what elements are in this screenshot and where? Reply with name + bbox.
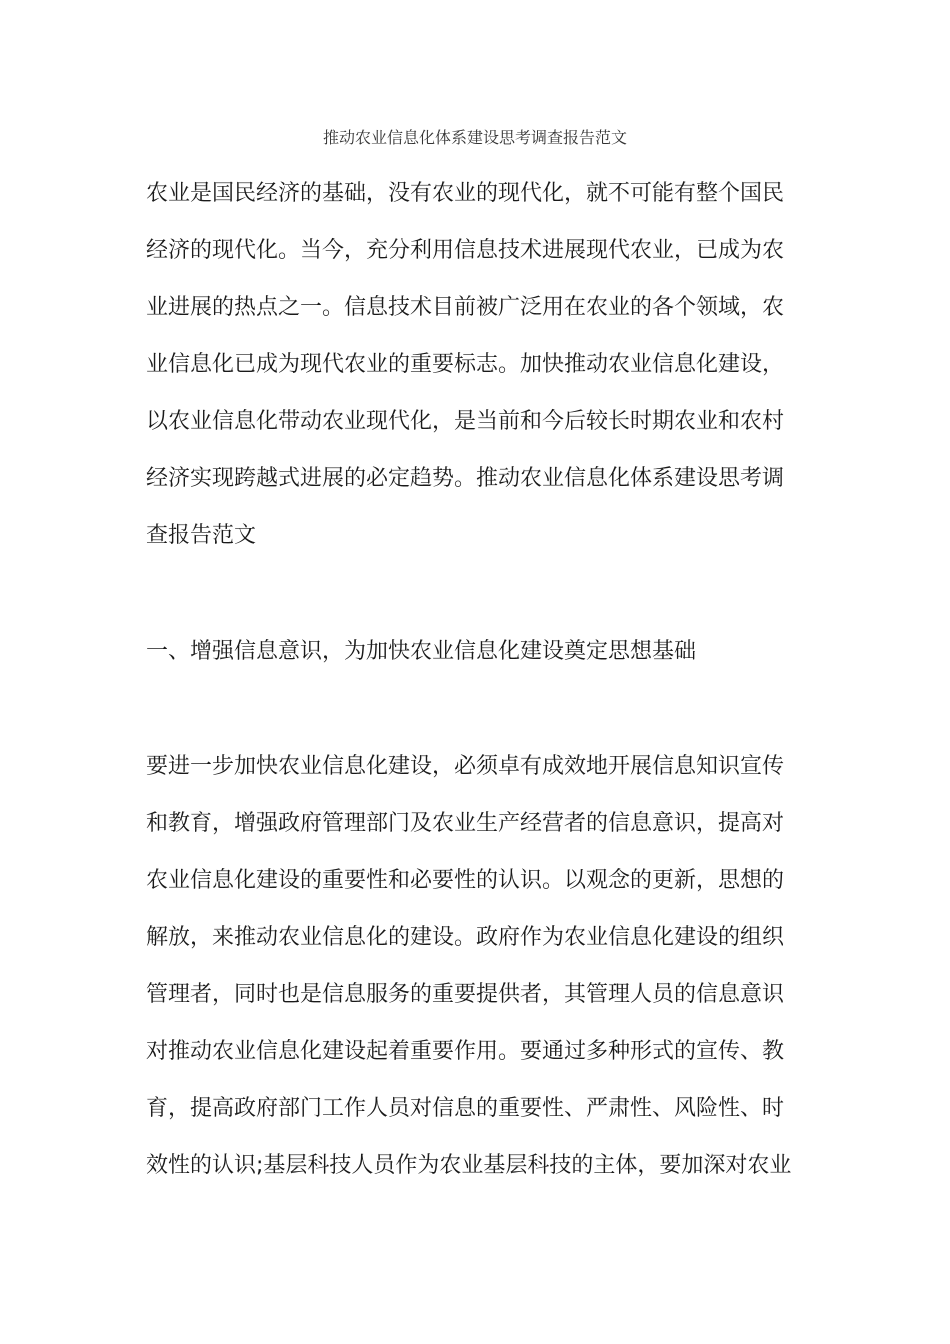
document-title: 推动农业信息化体系建设思考调查报告范文 xyxy=(322,128,627,147)
paragraph-line: 查报告范文 xyxy=(146,523,257,548)
paragraph-line: 业信息化已成为现代农业的重要标志。加快推动农业信息化建设， xyxy=(146,352,785,377)
paragraph-line: 效性的认识;基层科技人员作为农业基层科技的主体，要加深对农业 xyxy=(146,1153,792,1178)
paragraph-line: 农业信息化建设的重要性和必要性的认识。以观念的更新，思想的 xyxy=(146,868,785,893)
paragraph-line: 农业是国民经济的基础，没有农业的现代化，就不可能有整个国民 xyxy=(146,181,785,206)
paragraph-line: 对推动农业信息化建设起着重要作用。要通过多种形式的宣传、教 xyxy=(146,1039,785,1064)
paragraph-line: 和教育，增强政府管理部门及农业生产经营者的信息意识，提高对 xyxy=(146,811,785,836)
intro-paragraph xyxy=(146,165,806,564)
paragraph-line: 以农业信息化带动农业现代化，是当前和今后较长时期农业和农村 xyxy=(146,409,785,434)
paragraph-line: 要进一步加快农业信息化建设，必须卓有成效地开展信息知识宣传 xyxy=(146,754,785,779)
paragraph-line: 解放，来推动农业信息化的建设。政府作为农业信息化建设的组织 xyxy=(146,925,785,950)
body-paragraph xyxy=(146,738,806,1194)
paragraph-line: 业进展的热点之一。信息技术目前被广泛用在农业的各个领域，农 xyxy=(146,295,785,320)
paragraph-line: 管理者，同时也是信息服务的重要提供者，其管理人员的信息意识 xyxy=(146,982,785,1007)
section-heading-text: 一、增强信息意识，为加快农业信息化建设奠定思想基础 xyxy=(146,639,697,664)
paragraph-line: 育，提高政府部门工作人员对信息的重要性、严肃性、风险性、时 xyxy=(146,1096,785,1121)
paragraph-line: 经济的现代化。当今，充分利用信息技术进展现代农业，已成为农 xyxy=(146,238,785,263)
paragraph-line: 经济实现跨越式进展的必定趋势。推动农业信息化体系建设思考调 xyxy=(146,466,785,491)
section-heading xyxy=(146,623,806,680)
